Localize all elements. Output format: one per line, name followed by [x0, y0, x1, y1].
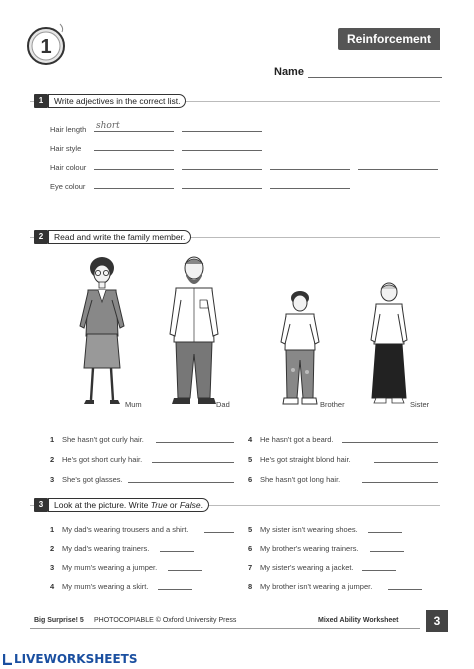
s2-q5-answer-line[interactable]: [374, 462, 438, 463]
s3-q1-text: My dad's wearing trousers and a shirt.: [62, 525, 189, 534]
s2-q5-text: He's got straight blond hair.: [260, 455, 351, 464]
label-hair-colour: Hair colour: [50, 163, 87, 172]
label-dad: Dad: [216, 400, 230, 409]
s3-q8-number: 8: [248, 582, 253, 591]
answer-line[interactable]: [182, 169, 262, 170]
section3-title: Look at the picture. Write True or False.: [48, 498, 209, 512]
label-sister: Sister: [410, 400, 430, 409]
label-brother: Brother: [320, 400, 345, 409]
label-hair-length: Hair length: [50, 125, 87, 134]
section1-number: 1: [34, 94, 48, 108]
s2-q6-text: She hasn't got long hair.: [260, 475, 341, 484]
s2-q6-number: 6: [248, 475, 253, 484]
footer-worksheet-type: Mixed Ability Worksheet: [318, 617, 399, 624]
section1-title: Write adjectives in the correct list.: [48, 94, 186, 108]
s3-q3-answer-line[interactable]: [168, 570, 202, 571]
s2-q3-number: 3: [50, 475, 55, 484]
s2-q1-text: She hasn't got curly hair.: [62, 435, 144, 444]
s3-q3-text: My mum's wearing a jumper.: [62, 563, 158, 572]
s3-q2-number: 2: [50, 544, 55, 553]
example-answer: short: [96, 121, 120, 131]
label-eye-colour: Eye colour: [50, 182, 86, 191]
s3-q2-answer-line[interactable]: [160, 551, 194, 552]
s3-q5-answer-line[interactable]: [368, 532, 402, 533]
answer-line[interactable]: [94, 131, 174, 132]
answer-line[interactable]: [94, 150, 174, 151]
liveworksheets-logo-icon: [3, 653, 13, 665]
s2-q2-answer-line[interactable]: [152, 462, 234, 463]
s3-q6-answer-line[interactable]: [370, 551, 404, 552]
s3-q7-number: 7: [248, 563, 253, 572]
s3-q2-text: My dad's wearing trainers.: [62, 544, 150, 553]
answer-line[interactable]: [182, 131, 262, 132]
name-label: Name: [274, 66, 304, 78]
mum-illustration: [72, 254, 132, 410]
s2-q3-text: She's got glasses.: [62, 475, 123, 484]
s2-q1-number: 1: [50, 435, 55, 444]
s3-q6-text: My brother's wearing trainers.: [260, 544, 359, 553]
footer-rule: [30, 628, 420, 629]
s3-q4-text: My mum's wearing a skirt.: [62, 582, 149, 591]
brother-illustration: [280, 288, 320, 410]
reinforcement-tab: Reinforcement: [338, 28, 440, 50]
s3-q3-number: 3: [50, 563, 55, 572]
s3-q8-answer-line[interactable]: [388, 589, 422, 590]
section2-number: 2: [34, 230, 48, 244]
s3-q5-text: My sister isn't wearing shoes.: [260, 525, 358, 534]
s3-q1-number: 1: [50, 525, 55, 534]
section3-number: 3: [34, 498, 48, 512]
answer-line[interactable]: [270, 169, 350, 170]
answer-line[interactable]: [94, 188, 174, 189]
s2-q2-text: He's got short curly hair.: [62, 455, 143, 464]
s3-q4-answer-line[interactable]: [158, 589, 192, 590]
label-hair-style: Hair style: [50, 144, 82, 153]
s2-q4-answer-line[interactable]: [342, 442, 438, 443]
s3-q1-answer-line[interactable]: [204, 532, 234, 533]
page-number: 3: [426, 610, 448, 632]
s3-q7-answer-line[interactable]: [362, 570, 396, 571]
sister-illustration: [368, 280, 410, 410]
s2-q4-text: He hasn't got a beard.: [260, 435, 334, 444]
s2-q1-answer-line[interactable]: [156, 442, 234, 443]
s3-q5-number: 5: [248, 525, 253, 534]
footer-copyright: PHOTOCOPIABLE © Oxford University Press: [94, 617, 237, 624]
section2-title: Read and write the family member.: [48, 230, 191, 244]
label-mum: Mum: [125, 400, 142, 409]
s2-q3-answer-line[interactable]: [128, 482, 234, 483]
answer-line[interactable]: [94, 169, 174, 170]
answer-line[interactable]: [182, 188, 262, 189]
liveworksheets-watermark[interactable]: LIVEWORKSHEETS: [14, 652, 138, 666]
s2-q5-number: 5: [248, 455, 253, 464]
s3-q8-text: My brother isn't wearing a jumper.: [260, 582, 373, 591]
s3-q7-text: My sister's wearing a jacket.: [260, 563, 354, 572]
s2-q6-answer-line[interactable]: [362, 482, 438, 483]
name-input-line[interactable]: [308, 77, 442, 78]
answer-line[interactable]: [182, 150, 262, 151]
unit-badge: [26, 22, 68, 66]
answer-line[interactable]: [358, 169, 438, 170]
dad-illustration: [166, 254, 224, 410]
s3-q4-number: 4: [50, 582, 55, 591]
unit-number: 1: [40, 36, 52, 58]
answer-line[interactable]: [270, 188, 350, 189]
s2-q4-number: 4: [248, 435, 253, 444]
footer-book-title: Big Surprise! 5: [34, 617, 84, 624]
s2-q2-number: 2: [50, 455, 55, 464]
s3-q6-number: 6: [248, 544, 253, 553]
